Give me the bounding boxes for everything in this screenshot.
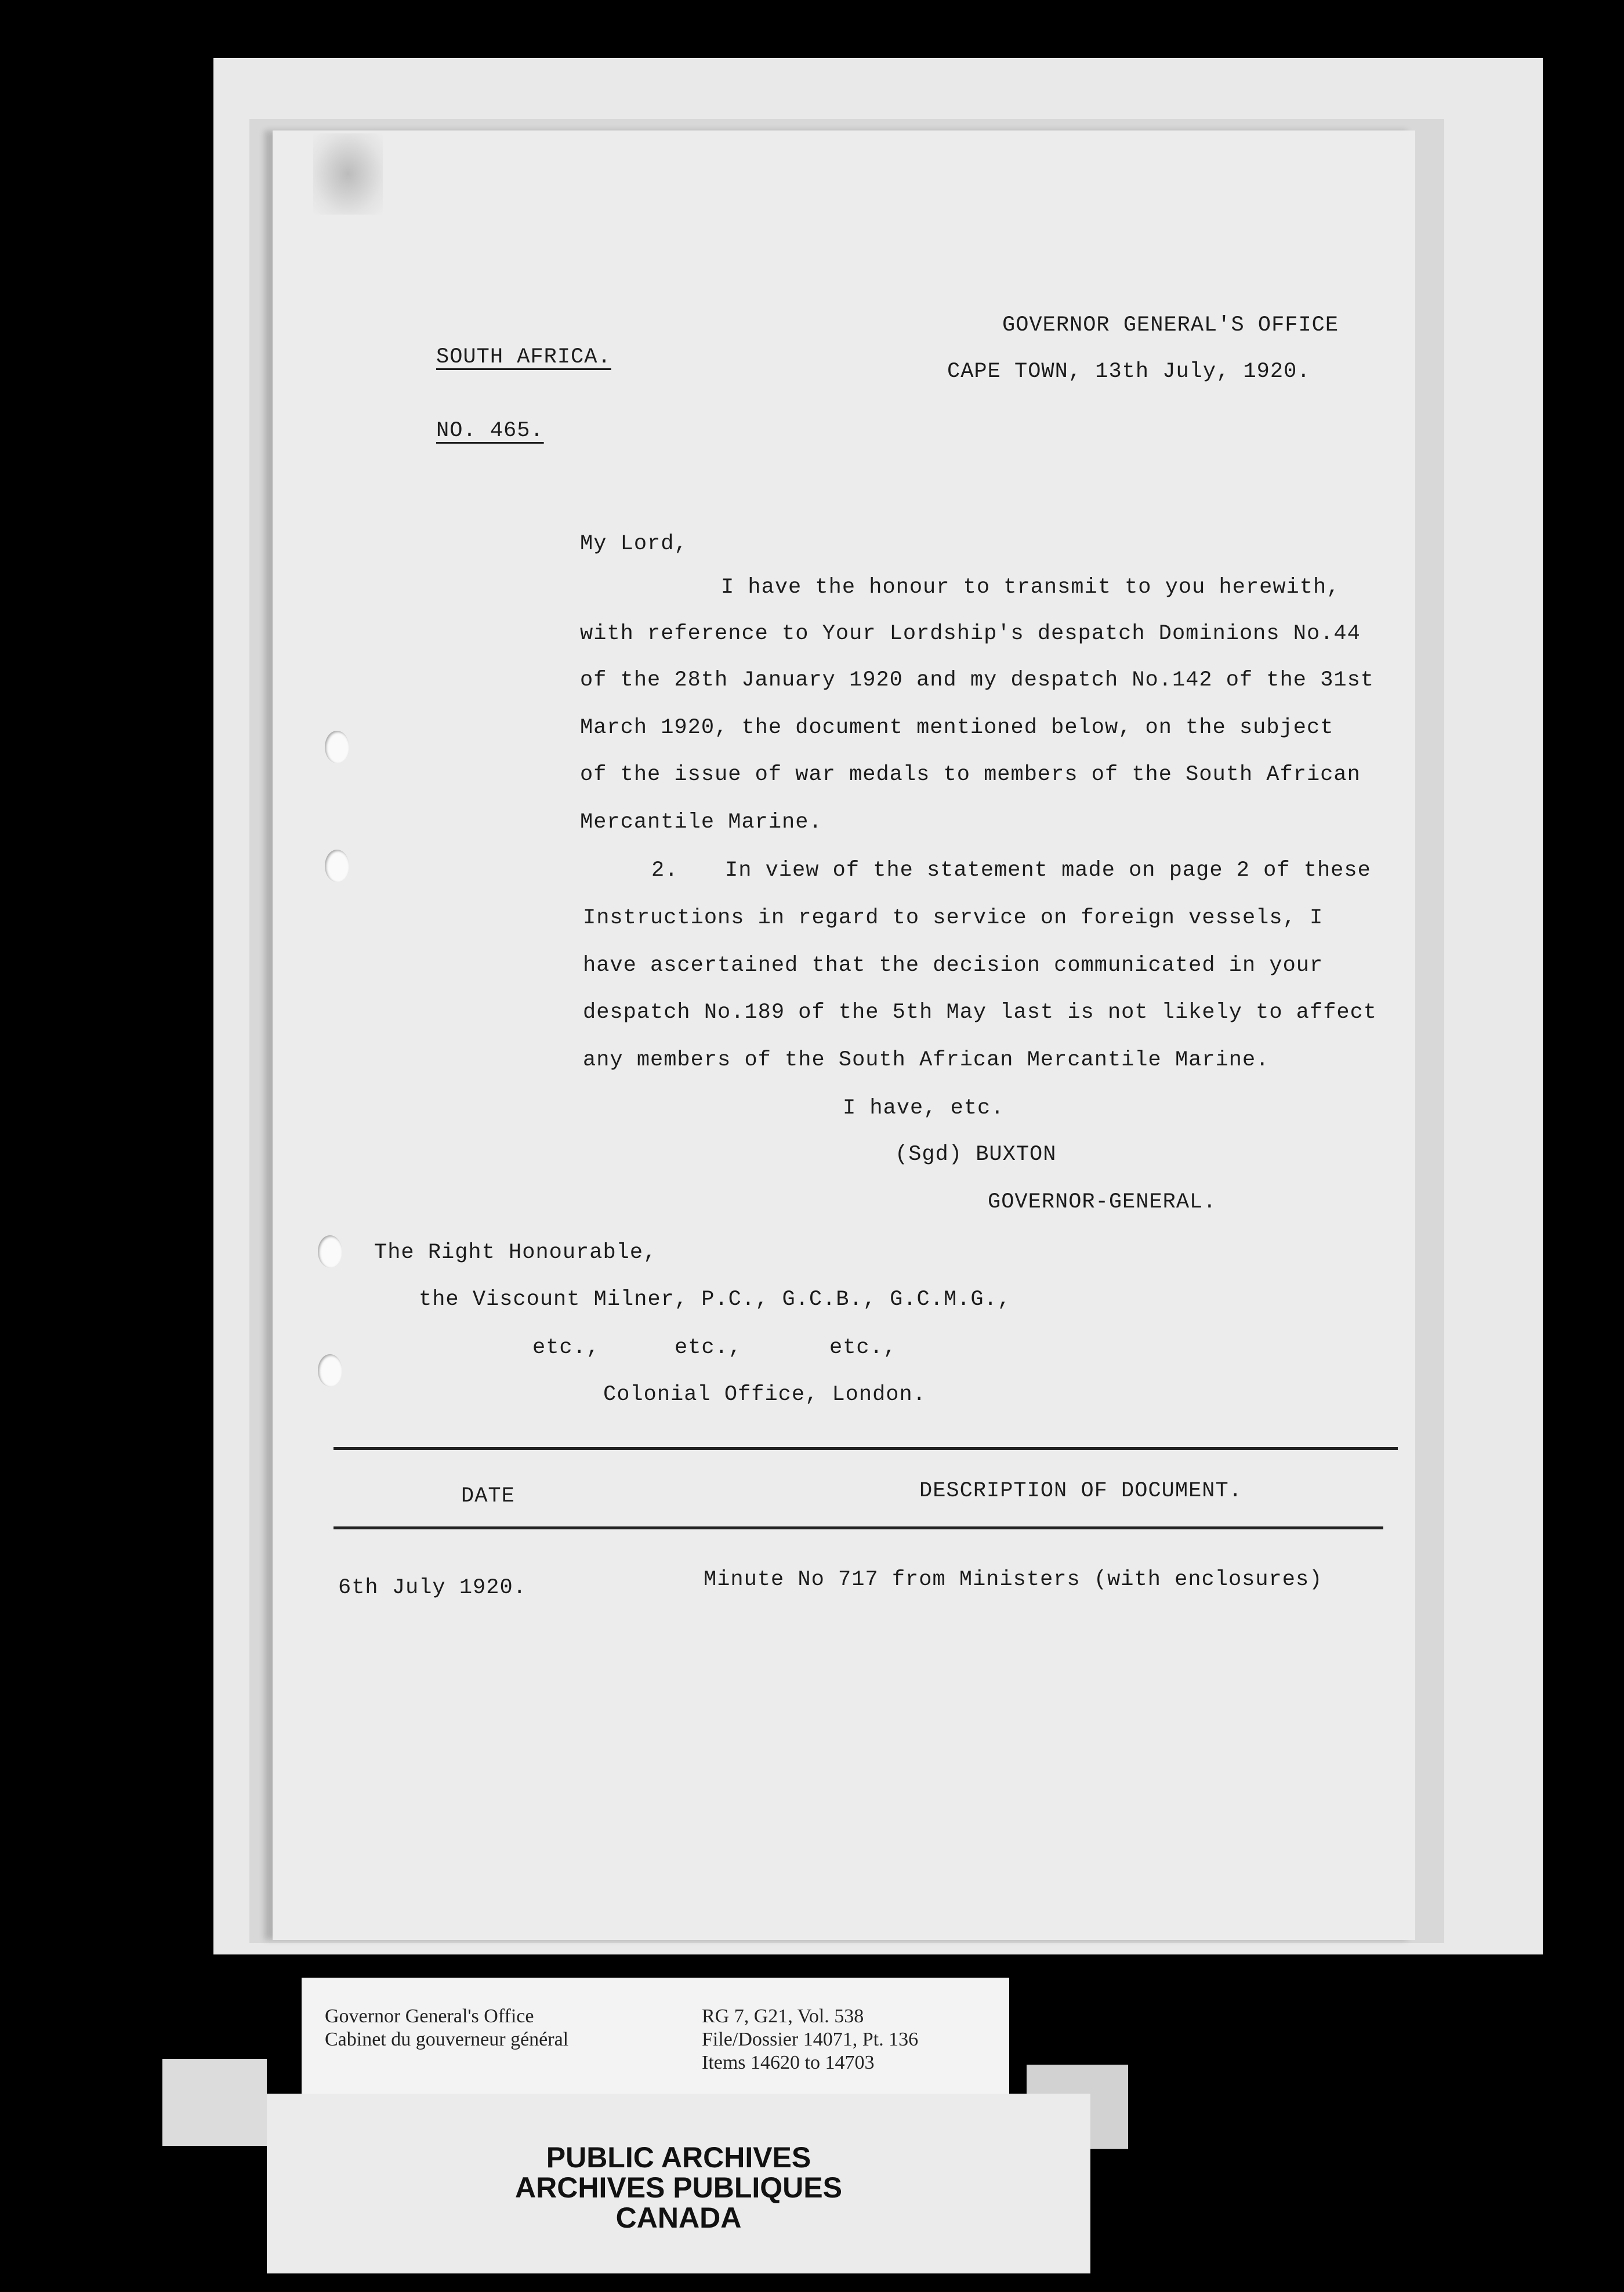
addressee-etc: etc.,	[829, 1336, 897, 1360]
table-bottom-rule	[334, 1526, 1383, 1529]
fonds-french: Cabinet du gouverneur général	[325, 2029, 569, 2050]
body-line: Mercantile Marine.	[580, 810, 822, 835]
fonds-english: Governor General's Office	[325, 2005, 534, 2027]
archive-stamp	[267, 2094, 1090, 2273]
signer-title: GOVERNOR-GENERAL.	[988, 1190, 1217, 1214]
body-line: Instructions in regard to service on foreign vessels, I	[583, 906, 1324, 930]
table-top-rule	[334, 1447, 1398, 1450]
table-row-date: 6th July 1920.	[338, 1576, 527, 1600]
body-line: March 1920, the document mentioned below, on the subject	[580, 716, 1334, 740]
stamp-line: ARCHIVES PUBLIQUES	[515, 2171, 842, 2204]
archive-items: Items 14620 to 14703	[702, 2052, 875, 2073]
colony-heading: SOUTH AFRICA.	[436, 345, 611, 369]
table-header-date: DATE	[461, 1484, 515, 1508]
punch-hole	[318, 1235, 342, 1268]
archive-reference: RG 7, G21, Vol. 538	[702, 2005, 864, 2027]
body-line: despatch No.189 of the 5th May last is not likely to affect	[583, 1000, 1378, 1025]
addressee-etc: etc.,	[532, 1336, 600, 1360]
body-line: In view of the statement made on page 2 of these	[725, 858, 1371, 883]
addressee-line: The Right Honourable,	[374, 1241, 657, 1265]
letter-page	[273, 130, 1415, 1940]
salutation: My Lord,	[580, 532, 688, 556]
body-line: of the 28th January 1920 and my despatch No.142 of the 31st	[580, 668, 1375, 692]
stamp-line: PUBLIC ARCHIVES	[546, 2141, 811, 2174]
paper-crease	[313, 133, 383, 215]
body-line: have ascertained that the decision communicated in your	[583, 953, 1324, 978]
paragraph-number: 2.	[651, 858, 679, 883]
mount-tab-left	[162, 2059, 267, 2146]
stamp-line: CANADA	[615, 2202, 742, 2234]
addressee-line: the Viscount Milner, P.C., G.C.B., G.C.M.G.,	[419, 1288, 1011, 1312]
body-line: with reference to Your Lordship's despatch Dominions No.44	[580, 622, 1361, 646]
despatch-number: NO. 465.	[436, 419, 544, 443]
signature: (Sgd) BUXTON	[895, 1143, 1057, 1167]
office-heading: GOVERNOR GENERAL'S OFFICE	[1002, 313, 1339, 338]
punch-hole	[325, 850, 349, 882]
table-row-description: Minute No 717 from Ministers (with enclosures)	[704, 1568, 1323, 1592]
body-line: I have the honour to transmit to you herewith,	[721, 575, 1340, 600]
punch-hole	[325, 731, 349, 763]
punch-hole	[318, 1354, 342, 1387]
closing: I have, etc.	[843, 1096, 1005, 1120]
body-line: of the issue of war medals to members of the South African	[580, 763, 1361, 787]
addressee-line: Colonial Office, London.	[603, 1383, 926, 1407]
place-date: CAPE TOWN, 13th July, 1920.	[947, 360, 1311, 384]
body-line: any members of the South African Mercantile Marine.	[583, 1048, 1270, 1072]
archive-file: File/Dossier 14071, Pt. 136	[702, 2029, 919, 2050]
addressee-etc: etc.,	[675, 1336, 742, 1360]
table-header-description: DESCRIPTION OF DOCUMENT.	[919, 1479, 1242, 1503]
